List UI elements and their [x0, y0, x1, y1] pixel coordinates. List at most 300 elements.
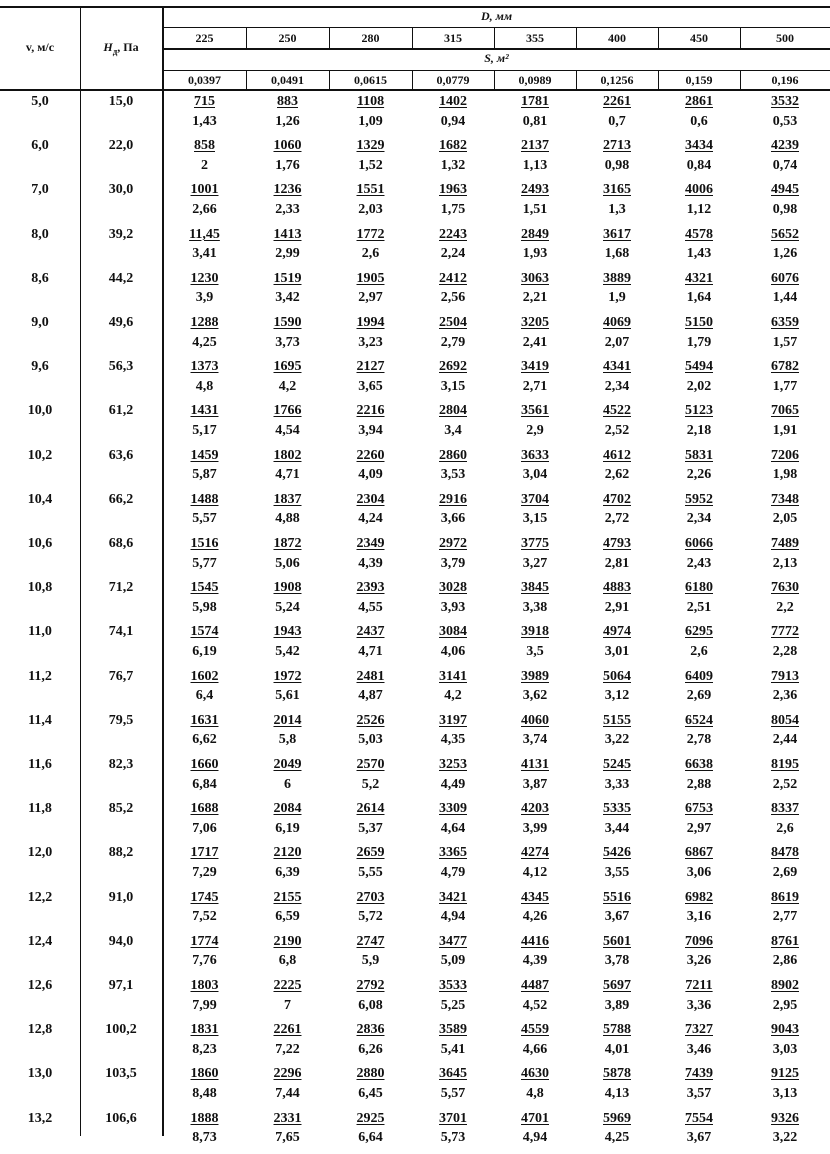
pressure-value: 91,0 — [108, 889, 134, 905]
loss-value: 1,26 — [772, 246, 798, 262]
loss-value: 4,71 — [275, 467, 300, 483]
loss-value: 4,87 — [358, 688, 383, 704]
flow-value: 858 — [194, 138, 215, 154]
flow-value: 9125 — [771, 1066, 799, 1082]
flow-value: 8054 — [771, 712, 799, 728]
flow-value: 3197 — [439, 712, 467, 728]
flow-value: 5652 — [771, 226, 799, 242]
flow-value: 1831 — [190, 1022, 219, 1038]
loss-value: 4,2 — [444, 688, 462, 704]
loss-value: 8,23 — [192, 1041, 217, 1057]
loss-value: 1,76 — [275, 157, 300, 173]
loss-value: 2,91 — [604, 599, 630, 615]
flow-value: 2747 — [356, 933, 385, 949]
speed-value: 8,6 — [31, 270, 49, 286]
loss-value: 5,77 — [192, 555, 217, 571]
flow-value: 1972 — [273, 668, 302, 684]
flow-value: 3477 — [439, 933, 467, 949]
flow-value: 7554 — [685, 1110, 713, 1126]
flow-value: 2804 — [439, 403, 467, 419]
loss-value: 2 — [201, 157, 208, 173]
flow-value: 2792 — [356, 978, 385, 993]
flow-value: 1802 — [273, 447, 302, 463]
flow-value: 6524 — [685, 712, 713, 728]
loss-value: 1,79 — [686, 334, 712, 350]
loss-value: 1,52 — [358, 157, 383, 173]
flow-value: 8902 — [771, 978, 799, 993]
loss-value: 2,36 — [772, 688, 798, 704]
header-pressure — [80, 40, 162, 58]
flow-value: 4522 — [603, 403, 631, 419]
table-top-rule — [0, 6, 830, 8]
flow-value: 1545 — [190, 580, 219, 596]
speed-value: 10,4 — [27, 491, 53, 507]
flow-value: 2155 — [273, 889, 302, 905]
loss-value: 4,24 — [358, 511, 383, 527]
loss-value: 2,03 — [358, 201, 383, 217]
flow-value: 2331 — [273, 1110, 302, 1126]
flow-value: 3205 — [521, 315, 549, 330]
loss-value: 3,93 — [440, 599, 466, 615]
loss-value: 3,79 — [440, 555, 466, 571]
diameter-value: 315 — [444, 31, 462, 45]
pressure-value: 85,2 — [108, 801, 134, 817]
flow-value: 3617 — [603, 226, 631, 242]
loss-value: 2,62 — [604, 467, 630, 483]
loss-value: 2,88 — [686, 776, 712, 792]
speed-value: 12,8 — [27, 1022, 53, 1038]
flow-value: 2225 — [273, 978, 302, 993]
loss-value: 5,42 — [275, 643, 300, 659]
loss-value: 2,6 — [361, 246, 380, 262]
area-value: 0,0491 — [271, 73, 304, 87]
loss-value: 3,46 — [686, 1041, 712, 1057]
loss-value: 1,09 — [358, 113, 383, 129]
loss-value: 5,8 — [278, 732, 297, 748]
loss-value: 4,52 — [522, 997, 548, 1013]
flow-value: 3028 — [439, 580, 467, 596]
loss-value: 5,06 — [275, 555, 300, 571]
flow-value: 2049 — [273, 757, 302, 772]
flow-value: 1682 — [439, 138, 467, 154]
pressure-value: 103,5 — [105, 1066, 137, 1082]
flow-value: 7489 — [771, 536, 799, 551]
loss-value: 3,12 — [604, 688, 630, 704]
flow-value: 2860 — [439, 447, 467, 463]
flow-value: 4345 — [521, 889, 549, 905]
loss-value: 2,2 — [776, 599, 794, 615]
loss-value: 3,26 — [686, 953, 712, 969]
loss-value: 0,84 — [686, 157, 712, 173]
loss-value: 3,74 — [522, 732, 548, 748]
flow-value: 9326 — [771, 1110, 799, 1126]
header-rule-3 — [163, 70, 830, 71]
flow-value: 5952 — [685, 491, 713, 507]
flow-value: 5494 — [685, 359, 713, 375]
flow-value: 4945 — [771, 182, 799, 198]
flow-value: 2880 — [356, 1066, 385, 1082]
flow-value: 4883 — [603, 580, 631, 596]
loss-value: 2,71 — [522, 378, 548, 394]
flow-value: 1373 — [190, 359, 219, 375]
loss-value: 5,87 — [192, 467, 217, 483]
pressure-value: 63,6 — [108, 447, 134, 463]
flow-value: 7630 — [771, 580, 799, 596]
loss-value: 1,75 — [440, 201, 466, 217]
flow-value: 5335 — [603, 801, 631, 817]
pressure-value: 66,2 — [108, 491, 134, 507]
flow-value: 2861 — [685, 94, 713, 109]
flow-value: 7348 — [771, 491, 799, 507]
pressure-value: 79,5 — [108, 712, 134, 728]
flow-value: 1872 — [273, 536, 302, 551]
loss-value: 4,79 — [440, 864, 466, 880]
speed-value: 12,0 — [27, 845, 53, 861]
flow-value: 1774 — [190, 933, 219, 949]
flow-value: 2614 — [356, 801, 385, 817]
flow-value: 2084 — [273, 801, 302, 817]
loss-value: 3,42 — [275, 290, 300, 306]
loss-value: 7,44 — [275, 1085, 300, 1101]
pressure-value: 39,2 — [108, 226, 134, 242]
loss-value: 3,67 — [604, 909, 630, 925]
flow-value: 5064 — [603, 668, 631, 684]
flow-value: 1060 — [273, 138, 302, 154]
flow-value: 6180 — [685, 580, 713, 596]
flow-value: 6409 — [685, 668, 713, 684]
flow-value: 1236 — [273, 182, 302, 198]
flow-value: 2836 — [356, 1022, 385, 1038]
loss-value: 2,24 — [440, 246, 466, 262]
loss-value: 3,66 — [440, 511, 466, 527]
loss-value: 5,09 — [440, 953, 466, 969]
flow-value: 1837 — [273, 491, 302, 507]
column-rule — [246, 27, 247, 48]
flow-value: 4416 — [521, 933, 549, 949]
flow-value: 1688 — [190, 801, 219, 817]
flow-value: 2190 — [273, 933, 302, 949]
speed-value: 5,0 — [31, 94, 49, 109]
loss-value: 5,03 — [358, 732, 383, 748]
column-rule — [329, 27, 330, 48]
header-area: S, м² — [484, 51, 509, 65]
loss-value: 2,28 — [772, 643, 798, 659]
loss-value: 2,21 — [522, 290, 548, 306]
flow-value: 1695 — [273, 359, 302, 375]
flow-value: 4578 — [685, 226, 713, 242]
flow-value: 1431 — [190, 403, 219, 419]
speed-value: 12,6 — [27, 978, 53, 993]
flow-value: 4487 — [521, 978, 549, 993]
loss-value: 4,25 — [192, 334, 217, 350]
flow-value: 1631 — [190, 712, 219, 728]
area-value: 0,0615 — [354, 73, 387, 87]
flow-value: 4793 — [603, 536, 631, 551]
loss-value: 3,22 — [772, 1130, 798, 1146]
flow-value: 4006 — [685, 182, 713, 198]
loss-value: 6,59 — [275, 909, 300, 925]
loss-value: 5,41 — [440, 1041, 466, 1057]
loss-value: 6,4 — [195, 688, 214, 704]
flow-value: 1519 — [273, 270, 302, 286]
flow-value: 3645 — [439, 1066, 467, 1082]
loss-value: 5,55 — [358, 864, 383, 880]
loss-value: 2,43 — [686, 555, 712, 571]
column-rule — [329, 70, 330, 89]
flow-value: 2243 — [439, 226, 467, 242]
flow-value: 2393 — [356, 580, 385, 596]
column-rule — [412, 27, 413, 48]
flow-value: 1230 — [190, 270, 219, 286]
speed-value: 12,2 — [27, 889, 53, 905]
loss-value: 8,73 — [192, 1130, 217, 1146]
loss-value: 4,39 — [522, 953, 548, 969]
flow-value: 1001 — [190, 182, 219, 198]
loss-value: 4,39 — [358, 555, 383, 571]
loss-value: 0,6 — [690, 113, 708, 129]
flow-value: 3704 — [521, 491, 549, 507]
flow-value: 3309 — [439, 801, 467, 817]
flow-value: 8195 — [771, 757, 799, 772]
loss-value: 2,26 — [686, 467, 712, 483]
flow-value: 2703 — [356, 889, 385, 905]
loss-value: 3,15 — [440, 378, 466, 394]
flow-value: 3434 — [685, 138, 713, 154]
loss-value: 3,57 — [686, 1085, 712, 1101]
loss-value: 1,43 — [192, 113, 217, 129]
loss-value: 3,04 — [522, 467, 548, 483]
column-rule — [412, 70, 413, 89]
flow-value: 1459 — [190, 447, 219, 463]
speed-value: 11,8 — [28, 801, 52, 817]
loss-value: 4,55 — [358, 599, 383, 615]
flow-value: 4131 — [521, 757, 549, 772]
loss-value: 2,66 — [192, 201, 217, 217]
loss-value: 3,01 — [604, 643, 630, 659]
speed-value: 8,0 — [31, 226, 49, 242]
loss-value: 1,12 — [686, 201, 712, 217]
loss-value: 3,16 — [686, 909, 712, 925]
loss-value: 0,94 — [440, 113, 466, 129]
flow-value: 2481 — [356, 668, 385, 684]
flow-value: 4321 — [685, 270, 713, 286]
flow-value: 2570 — [356, 757, 385, 772]
flow-value: 2526 — [356, 712, 385, 728]
flow-value: 1803 — [190, 978, 219, 993]
loss-value: 1,44 — [772, 290, 798, 306]
speed-value: 11,2 — [28, 668, 52, 684]
pressure-value: 44,2 — [108, 270, 134, 286]
header-rule-2 — [163, 48, 830, 50]
flow-value: 3084 — [439, 624, 467, 640]
area-value: 0,0397 — [188, 73, 221, 87]
loss-value: 2,72 — [604, 511, 630, 527]
loss-value: 2,52 — [772, 776, 798, 792]
loss-value: 4,64 — [440, 820, 466, 836]
loss-value: 3,87 — [522, 776, 548, 792]
pressure-value: 82,3 — [108, 757, 134, 772]
flow-value: 2412 — [439, 270, 467, 286]
loss-value: 0,81 — [522, 113, 548, 129]
loss-value: 0,98 — [604, 157, 630, 173]
flow-value: 5516 — [603, 889, 631, 905]
flow-value: 3989 — [521, 668, 549, 684]
flow-value: 7211 — [685, 978, 713, 993]
loss-value: 3,89 — [604, 997, 630, 1013]
loss-value: 6,62 — [192, 732, 217, 748]
area-value: 0,1256 — [600, 73, 634, 87]
flow-value: 6782 — [771, 359, 799, 375]
loss-value: 2,44 — [772, 732, 798, 748]
flow-value: 1602 — [190, 668, 219, 684]
loss-value: 2,33 — [275, 201, 300, 217]
loss-value: 4,09 — [358, 467, 383, 483]
flow-value: 1516 — [190, 536, 219, 551]
column-rule — [740, 70, 741, 89]
flow-value: 3589 — [439, 1022, 467, 1038]
flow-value: 5123 — [685, 403, 713, 419]
loss-value: 2,02 — [686, 378, 712, 394]
flow-value: 3918 — [521, 624, 549, 640]
loss-value: 4,8 — [526, 1085, 544, 1101]
loss-value: 3,4 — [444, 422, 462, 438]
flow-value: 3889 — [603, 270, 631, 286]
flow-value: 2972 — [439, 536, 467, 551]
loss-value: 4,2 — [278, 378, 297, 394]
flow-value: 5788 — [603, 1022, 631, 1038]
loss-value: 5,57 — [192, 511, 217, 527]
loss-value: 3,94 — [358, 422, 383, 438]
pressure-value: 56,3 — [108, 359, 134, 375]
speed-value: 12,4 — [27, 933, 53, 949]
loss-value: 6,64 — [358, 1130, 383, 1146]
loss-value: 2,56 — [440, 290, 466, 306]
loss-value: 2,18 — [686, 422, 712, 438]
loss-value: 0,98 — [772, 201, 798, 217]
flow-value: 5426 — [603, 845, 631, 861]
loss-value: 6,19 — [275, 820, 300, 836]
flow-value: 2504 — [439, 315, 467, 330]
flow-value: 6076 — [771, 270, 799, 286]
loss-value: 4,71 — [358, 643, 383, 659]
loss-value: 4,25 — [604, 1130, 630, 1146]
loss-value: 4,94 — [522, 1130, 548, 1146]
pressure-value: 97,1 — [108, 978, 134, 993]
loss-value: 7,22 — [275, 1041, 300, 1057]
loss-value: 1,57 — [772, 334, 798, 350]
loss-value: 3,99 — [522, 820, 548, 836]
loss-value: 5,9 — [361, 953, 380, 969]
flow-value: 2925 — [356, 1110, 385, 1126]
column-rule — [576, 27, 577, 48]
flow-value: 883 — [277, 94, 298, 109]
loss-value: 0,53 — [772, 113, 798, 129]
loss-value: 6,84 — [192, 776, 217, 792]
speed-value: 6,0 — [31, 138, 49, 154]
diameter-value: 250 — [278, 31, 297, 45]
loss-value: 6,19 — [192, 643, 217, 659]
loss-value: 2,69 — [772, 864, 798, 880]
flow-value: 2261 — [603, 94, 631, 109]
pressure-value: 49,6 — [108, 315, 134, 330]
column-rule — [658, 70, 659, 89]
loss-value: 2,77 — [772, 909, 798, 925]
flow-value: 1590 — [273, 315, 302, 330]
loss-value: 2,34 — [686, 511, 712, 527]
flow-value: 5155 — [603, 712, 631, 728]
flow-value: 2713 — [603, 138, 631, 154]
header-pressure-symbol: H — [103, 40, 113, 54]
flow-value: 1888 — [190, 1110, 219, 1126]
flow-value: 2296 — [273, 1066, 302, 1082]
loss-value: 2,97 — [686, 820, 712, 836]
loss-value: 2,95 — [772, 997, 798, 1013]
loss-value: 5,72 — [358, 909, 383, 925]
flow-value: 5969 — [603, 1110, 631, 1126]
flow-value: 1288 — [190, 315, 219, 330]
loss-value: 2,86 — [772, 953, 798, 969]
flow-value: 3421 — [439, 889, 467, 905]
pressure-value: 100,2 — [105, 1022, 137, 1038]
flow-value: 1781 — [521, 94, 549, 109]
loss-value: 5,25 — [440, 997, 466, 1013]
flow-value: 2260 — [356, 447, 385, 463]
loss-value: 3,9 — [195, 290, 214, 306]
pressure-value: 106,6 — [105, 1110, 137, 1126]
flow-value: 2127 — [356, 359, 385, 375]
flow-value: 5697 — [603, 978, 631, 993]
flow-value: 8619 — [771, 889, 799, 905]
flow-value: 6867 — [685, 845, 713, 861]
column-rule — [246, 70, 247, 89]
header-pressure-subscript: д — [112, 46, 118, 57]
loss-value: 1,32 — [440, 157, 466, 173]
loss-value: 6,39 — [275, 864, 300, 880]
column-rule — [80, 6, 81, 1136]
flow-value: 6638 — [685, 757, 713, 772]
loss-value: 2,05 — [772, 511, 798, 527]
loss-value: 5,37 — [358, 820, 383, 836]
loss-value: 3,06 — [686, 864, 712, 880]
loss-value: 3,44 — [604, 820, 630, 836]
flow-value: 2493 — [521, 182, 549, 198]
loss-value: 8,48 — [192, 1085, 217, 1101]
speed-value: 11,6 — [28, 757, 52, 772]
loss-value: 1,98 — [772, 467, 798, 483]
speed-value: 13,2 — [27, 1110, 53, 1126]
loss-value: 2,99 — [275, 246, 300, 262]
loss-value: 3,62 — [522, 688, 548, 704]
loss-value: 3,22 — [604, 732, 630, 748]
pressure-value: 30,0 — [108, 182, 134, 198]
loss-value: 3,53 — [440, 467, 466, 483]
loss-value: 2,9 — [526, 422, 544, 438]
flow-value: 3253 — [439, 757, 467, 772]
loss-value: 3,73 — [275, 334, 300, 350]
speed-value: 11,0 — [28, 624, 52, 640]
flow-value: 1994 — [356, 315, 385, 330]
speed-value: 10,8 — [27, 580, 53, 596]
loss-value: 2,69 — [686, 688, 712, 704]
flow-value: 1717 — [190, 845, 219, 861]
loss-value: 2,81 — [604, 555, 630, 571]
flow-value: 4630 — [521, 1066, 549, 1082]
flow-value: 4559 — [521, 1022, 549, 1038]
flow-value: 1772 — [356, 226, 385, 242]
loss-value: 2,97 — [358, 290, 383, 306]
flow-value: 3845 — [521, 580, 549, 596]
loss-value: 3,41 — [192, 246, 217, 262]
